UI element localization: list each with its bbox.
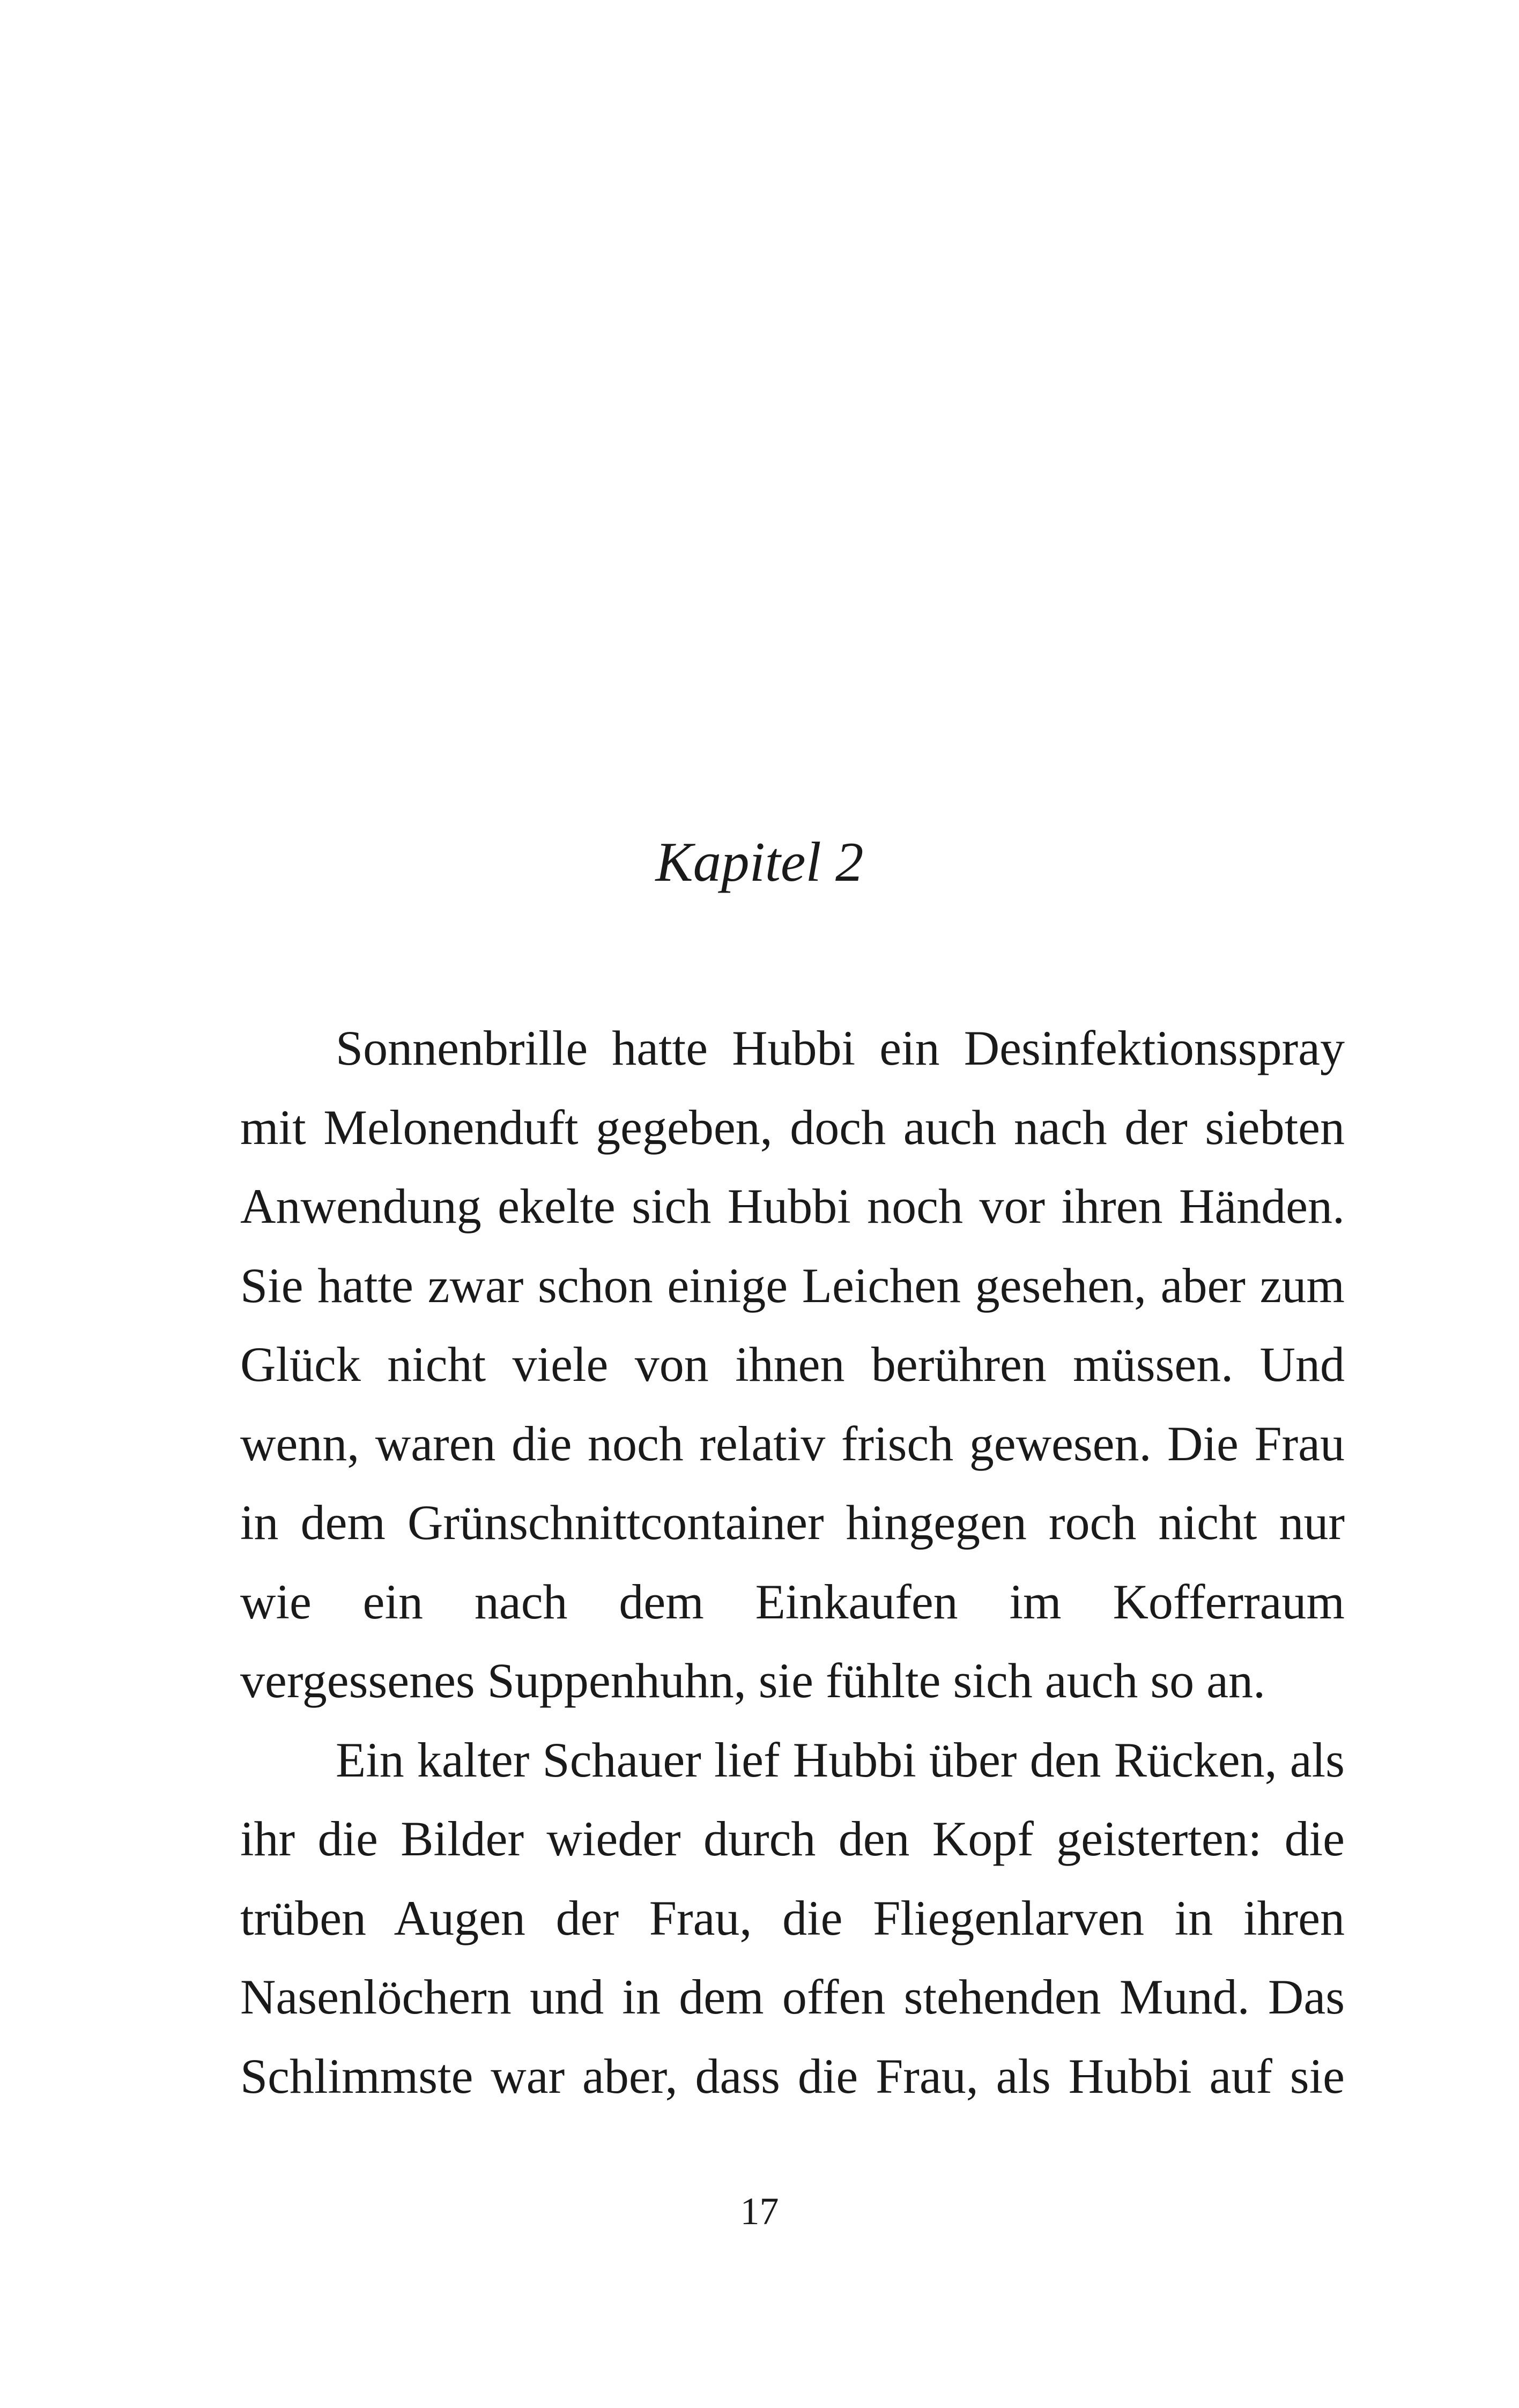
text-line: Schlimmste war aber, dass die Frau, als Hubbi auf sie bbox=[240, 2048, 1345, 2104]
chapter-title: Kapitel 2 bbox=[655, 830, 864, 893]
text-line: Nasenlöchern und in dem offen stehenden Mund. Das bbox=[240, 1969, 1345, 2024]
text-line: wenn, waren die noch relativ frisch gewesen. Die Frau bbox=[240, 1416, 1345, 1471]
text-line: Sonnenbrille hatte Hubbi ein Desinfektionsspray bbox=[336, 1021, 1345, 1075]
text-line: in dem Grünschnittcontainer hingegen roch nicht nur bbox=[240, 1495, 1345, 1550]
text-line: Glück nicht viele von ihnen berühren müssen. Und bbox=[240, 1337, 1345, 1392]
paragraph-1 bbox=[240, 1009, 1345, 1721]
text-line: ihr die Bilder wieder durch den Kopf geisterten: die bbox=[240, 1811, 1345, 1866]
text-line: trüben Augen der Frau, die Fliegenlarven in ihren bbox=[240, 1890, 1345, 1945]
text-line: Ein kalter Schauer lief Hubbi über den Rücken, als bbox=[336, 1732, 1345, 1787]
text-line: Anwendung ekelte sich Hubbi noch vor ihren Händen. bbox=[240, 1179, 1345, 1233]
text-line: Sie hatte zwar schon einige Leichen gesehen, aber zum bbox=[240, 1258, 1345, 1313]
text-line: wie ein nach dem Einkaufen im Kofferraum bbox=[240, 1574, 1345, 1629]
page-number: 17 bbox=[740, 2190, 779, 2233]
paragraph-2 bbox=[240, 1721, 1345, 2116]
text-line: mit Melonenduft gegeben, doch auch nach der siebten bbox=[240, 1099, 1345, 1155]
text-line: vergessenes Suppenhuhn, sie fühlte sich auch so an. bbox=[240, 1653, 1266, 1708]
body-text bbox=[240, 1009, 1345, 2116]
